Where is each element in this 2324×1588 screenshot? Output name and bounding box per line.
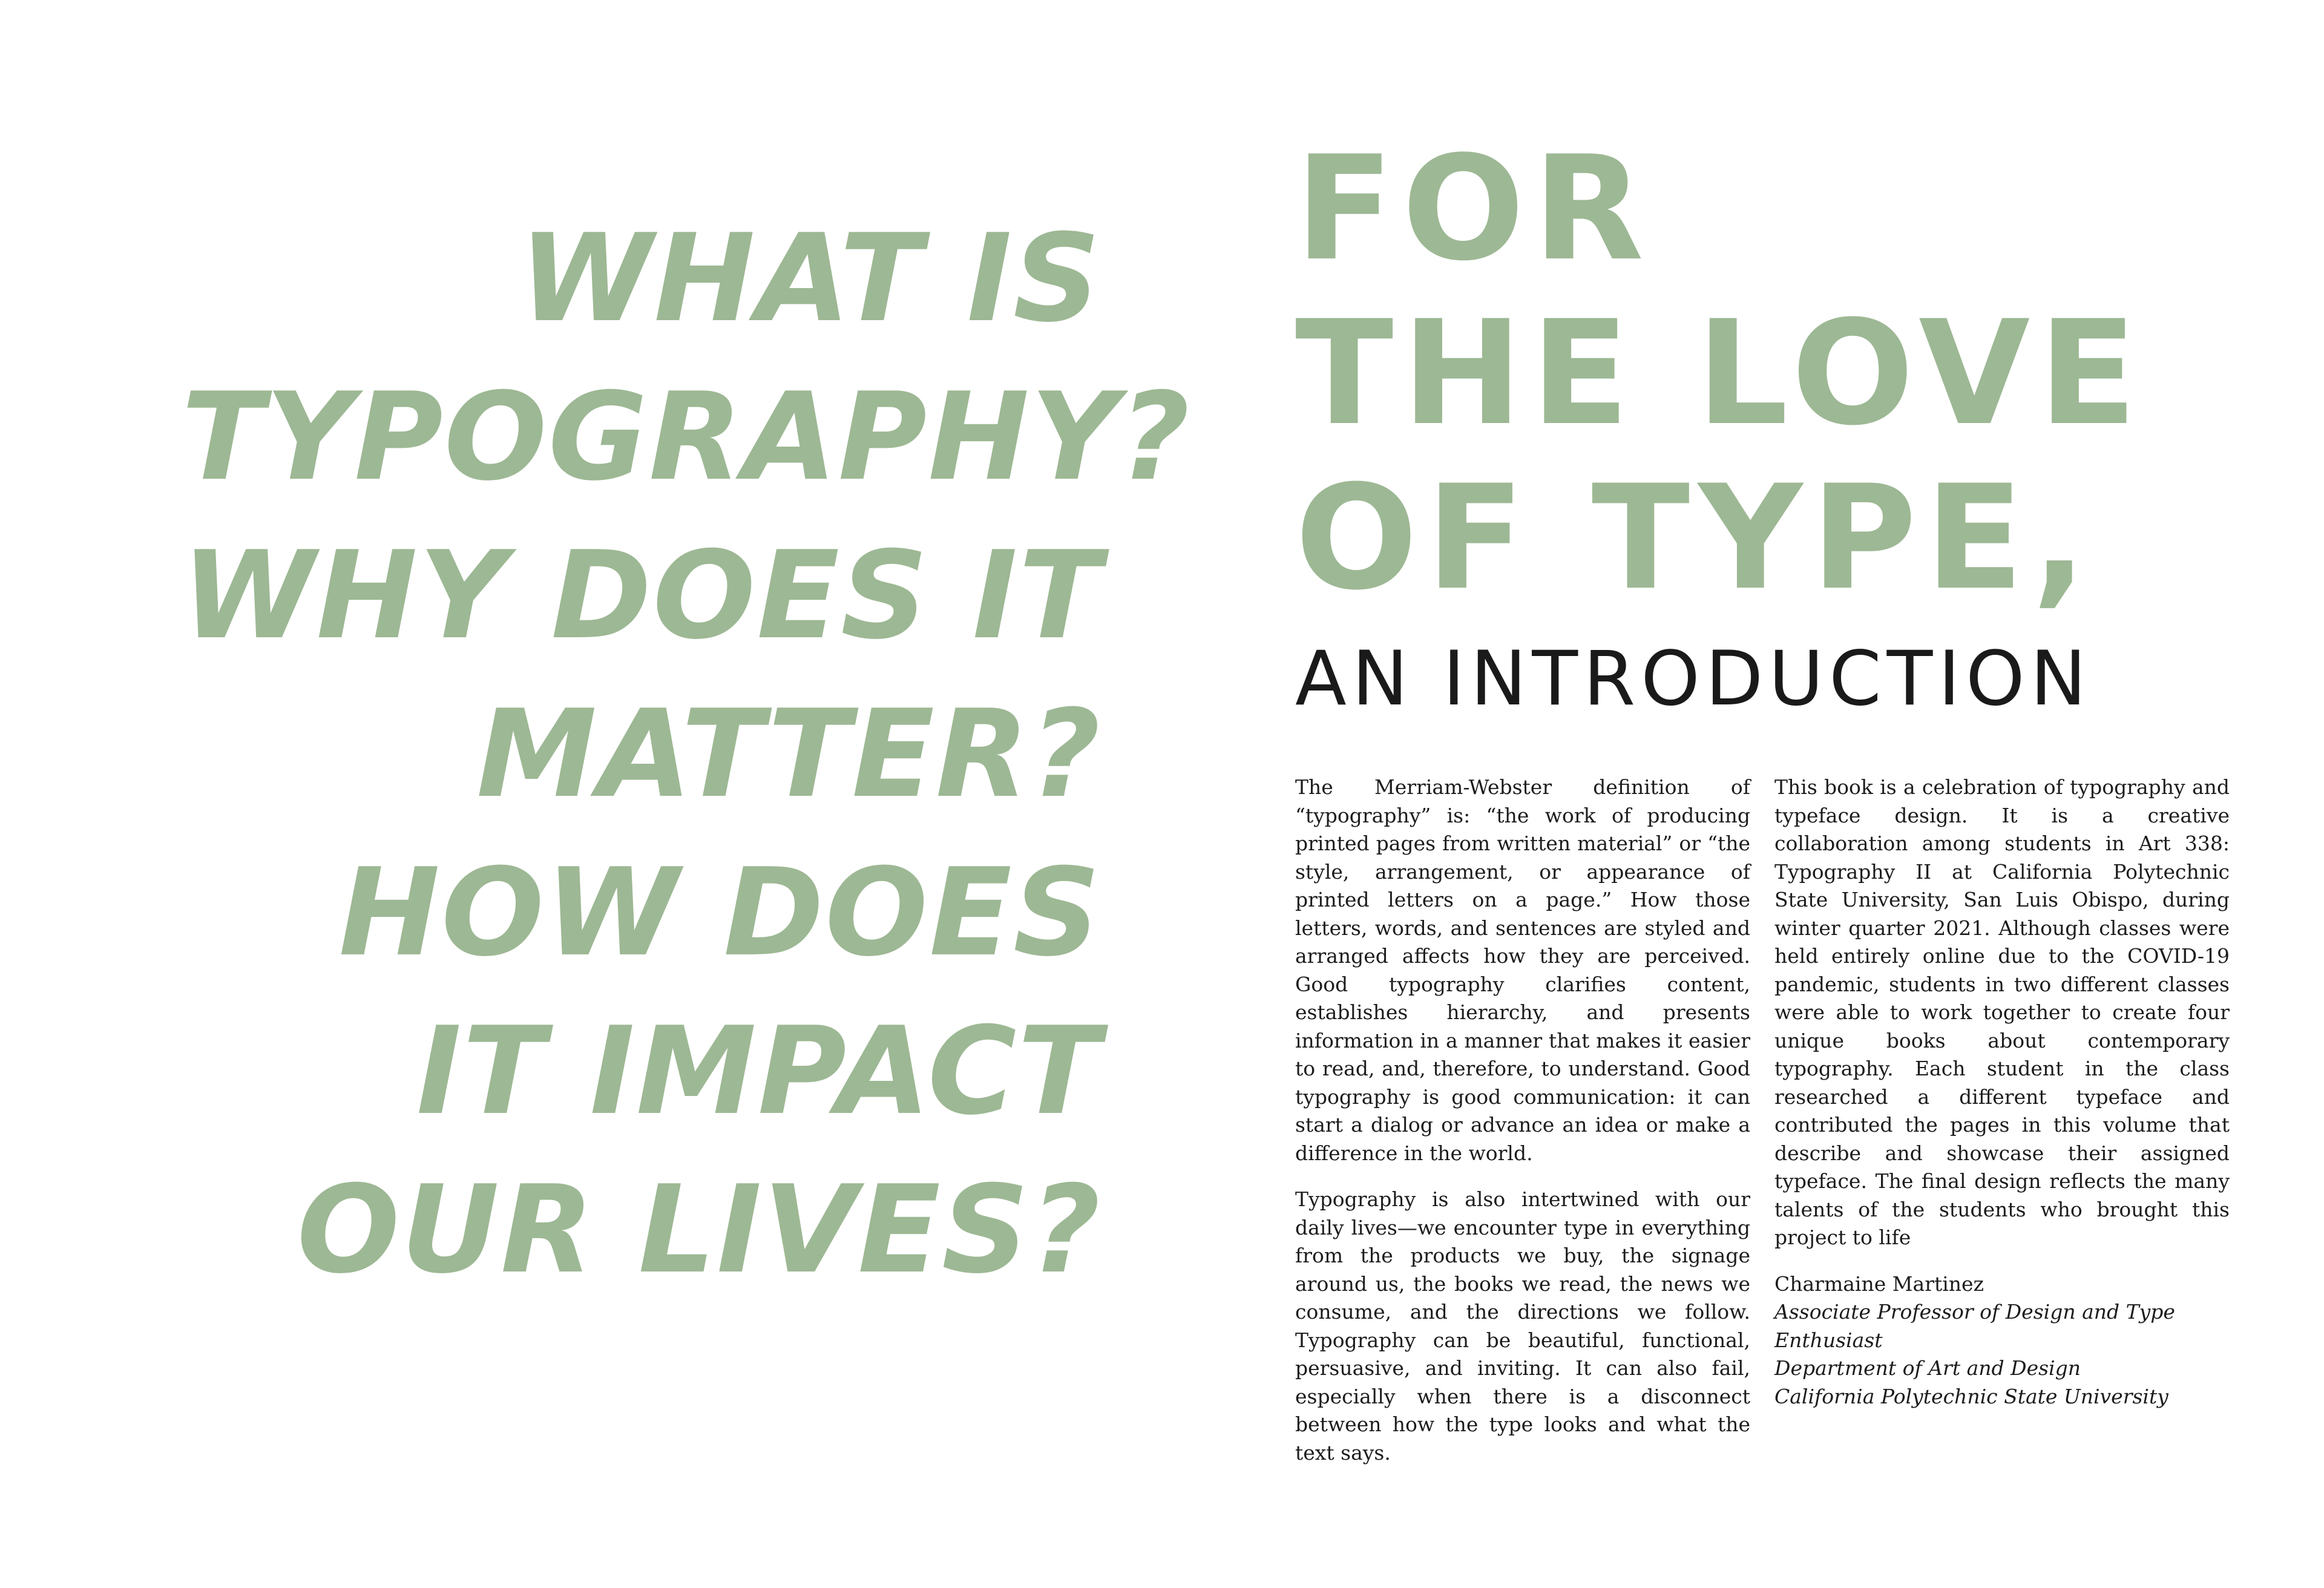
- question-line: TYPOGRAPHY?: [182, 367, 1191, 508]
- body-column-left: [1295, 773, 1750, 1485]
- signature-block: [1774, 1270, 2230, 1411]
- questions-heading: [182, 200, 1191, 1310]
- page-title: [1295, 127, 2145, 621]
- title-line: THE LOVE: [1295, 290, 2145, 458]
- body-column-right: [1774, 773, 2230, 1411]
- signature-role: Associate Professor of Design and Type Enthusiast: [1774, 1300, 2175, 1352]
- question-line: WHY DOES IT: [182, 525, 1103, 666]
- body-paragraph: Typography is also intertwined with our daily lives—we encounter type in everything from the products we buy, the signage around us, the books we read, the news we consume, and the directions we follow. Typography can be beautiful, functional, persuasive, and inviting. It can also fail, especially when there is a disconnect between how the type looks and what the text says.: [1295, 1187, 1750, 1465]
- page-subtitle: AN INTRODUCTION: [1295, 635, 2092, 723]
- question-line: OUR LIVES?: [297, 1160, 1101, 1301]
- question-line: MATTER?: [476, 684, 1101, 825]
- signature-department: Department of Art and Design: [1774, 1356, 2081, 1380]
- body-paragraph: This book is a celebration of typography and typeface design. It is a creative collaboration among students in Art 338: Typography II at California Polytechnic State University, San Luis Obispo, during winter quarter 2021. Although classes were held entirely online due to the COVID-19 pandemic, students in two different classes were able to work together to create four unique books about contemporary typography. Each student in the class researched a different typeface and contributed the pages in this volume that describe and showcase their assigned typeface. The final design reflects the many talents of the students who brought this project to life: [1774, 775, 2230, 1249]
- title-line: OF TYPE,: [1295, 454, 2095, 622]
- body-paragraph: The Merriam-Webster definition of “typography” is: “the work of producing printed pages from written material” or “the style, arrangement, or appearance of printed letters on a page.” How those letters, words, and sentences are styled and arranged affects how they are perceived. Good typography clarifies content, establishes hierarchy, and presents information in a manner that makes it easier to read, and, therefore, to understand. Good typography is good communication: it can start a dialog or advance an idea or make a difference in the world.: [1295, 775, 1750, 1165]
- signature-school: California Polytechnic State University: [1774, 1384, 2168, 1408]
- signature-name: Charmaine Martinez: [1774, 1271, 1984, 1296]
- title-line: FOR: [1295, 125, 1653, 293]
- question-line: HOW DOES: [338, 842, 1101, 983]
- question-line: WHAT IS: [519, 208, 1101, 349]
- question-line: IT IMPACT: [416, 1001, 1101, 1142]
